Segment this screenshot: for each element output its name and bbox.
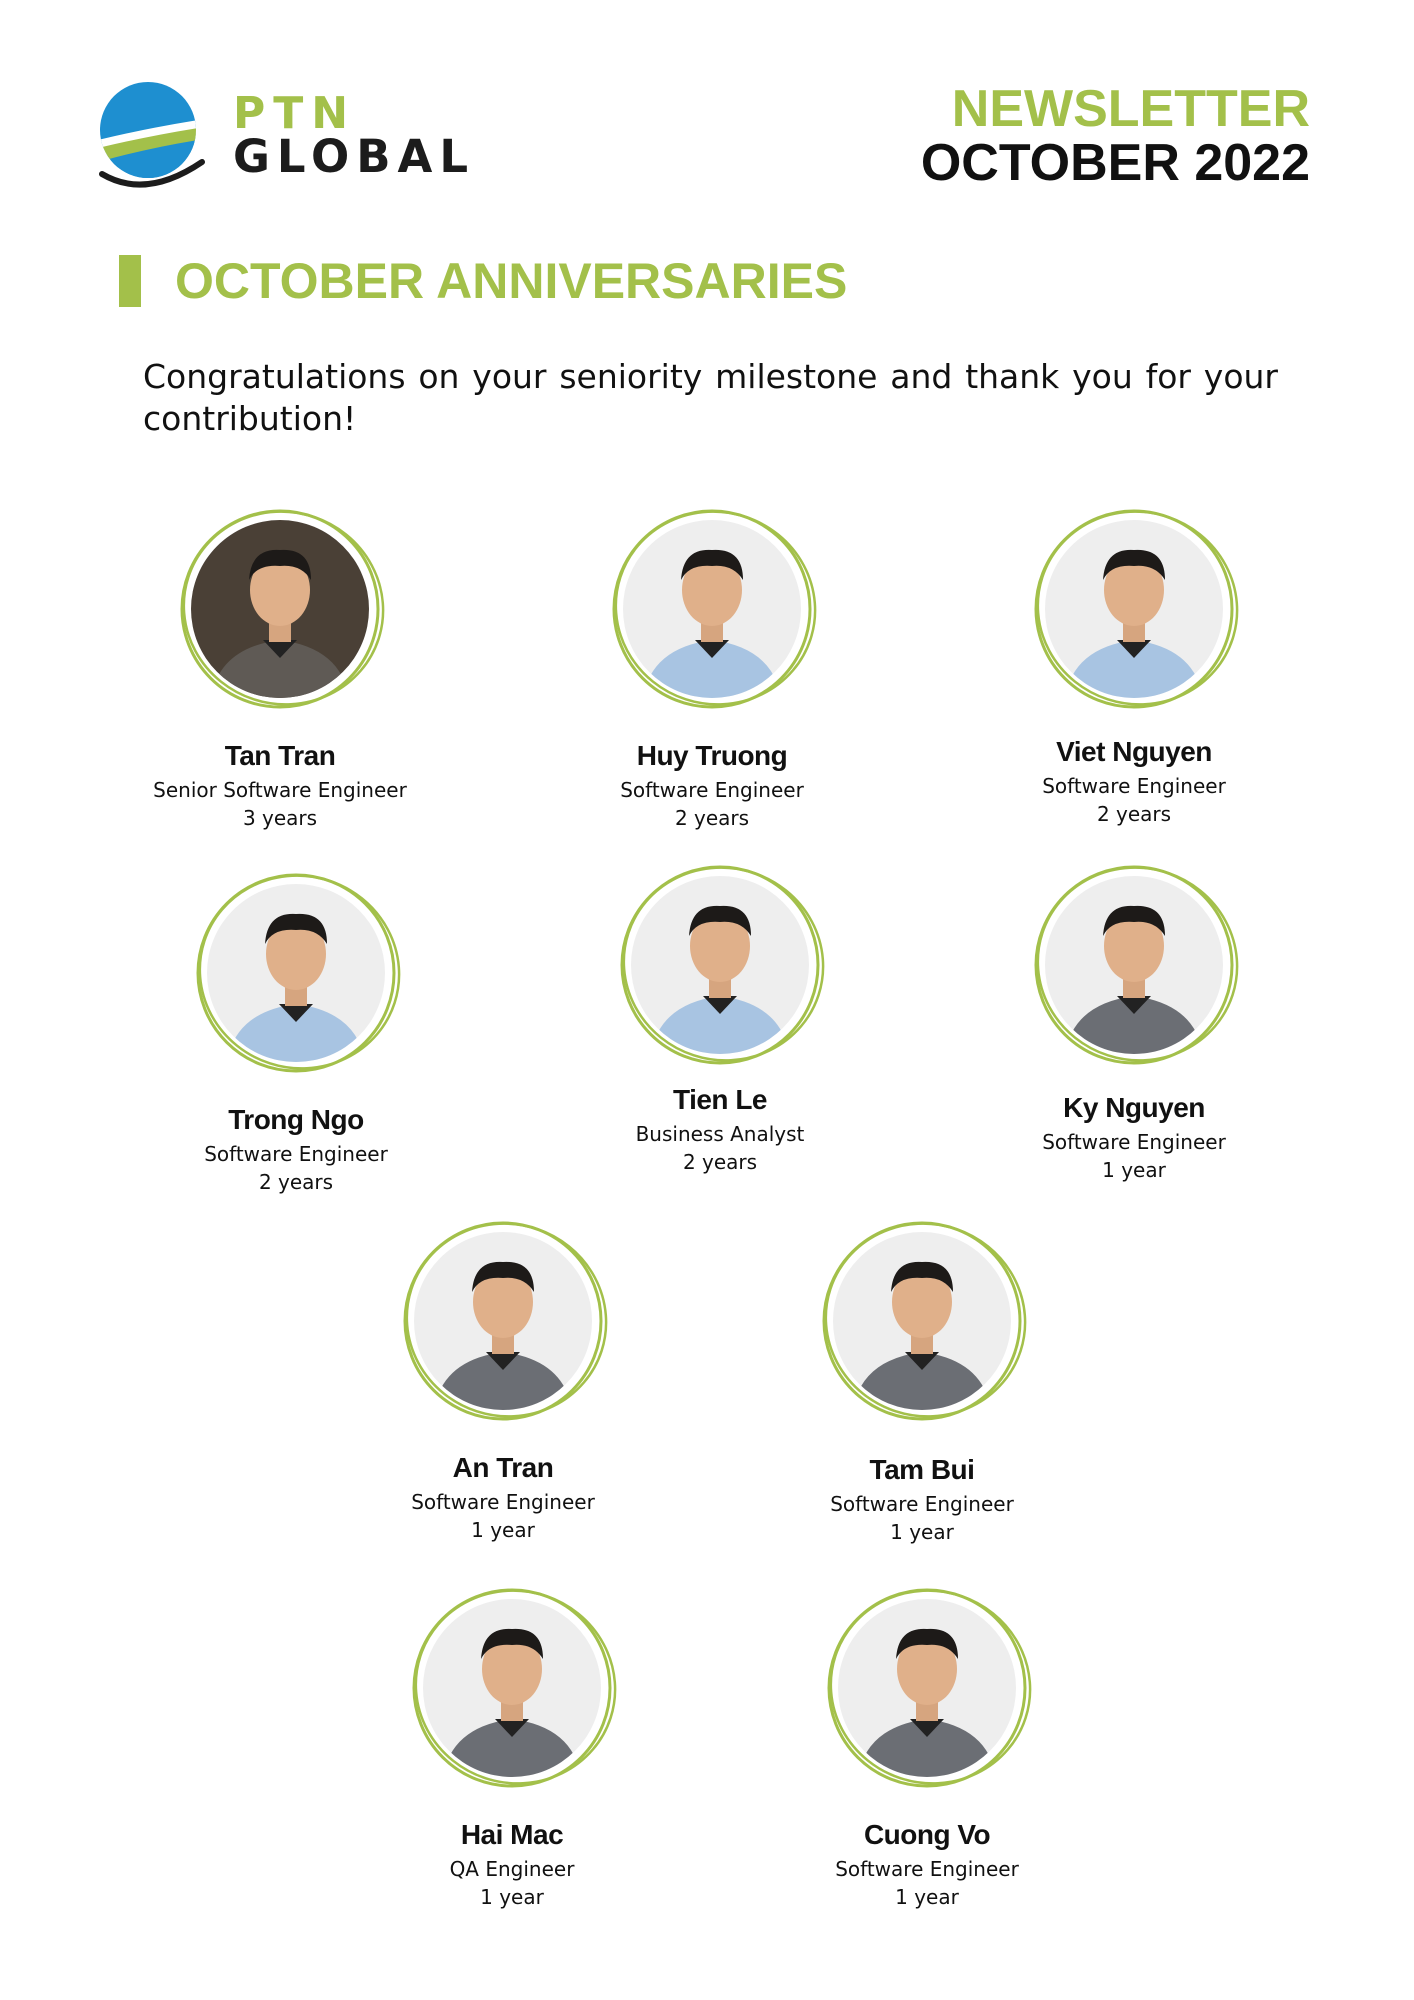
member-name: Trong Ngo [228,1104,364,1135]
member-photo [838,1599,1016,1777]
issue-date: OCTOBER 2022 [920,134,1310,192]
member-name: Ky Nguyen [1063,1092,1205,1123]
member-photo [207,884,385,1062]
member-card [984,860,1284,1182]
member-photo [631,876,809,1054]
logo-text-ptn: PTN [233,88,357,139]
member-photo-frame [817,1216,1027,1426]
member-photo [833,1232,1011,1410]
member-tenure: 2 years [674,806,750,830]
member-role: Senior Software Engineer [153,778,407,802]
member-name: Cuong Vo [863,1819,991,1850]
member-role: Business Analyst [635,1122,805,1146]
member-photo-frame [398,1216,608,1426]
member-role: Software Engineer [1042,1130,1226,1154]
member-name: Hai Mac [460,1819,564,1850]
company-logo [98,78,476,198]
member-photo [623,520,801,698]
member-photo [1045,876,1223,1054]
member-card [130,504,430,830]
member-tenure: 2 years [258,1170,334,1194]
member-photo-frame [191,868,401,1078]
member-card [362,1583,662,1909]
member-role: QA Engineer [449,1857,575,1881]
member-card [777,1583,1077,1909]
member-tenure: 1 year [890,1520,954,1544]
member-photo [1045,520,1223,698]
member-photo-frame [822,1583,1032,1793]
globe-logo-icon [98,78,208,198]
member-name: Tan Tran [224,740,336,771]
section-title: OCTOBER ANNIVERSARIES [175,253,848,309]
member-photo [191,520,369,698]
member-photo-frame [1029,860,1239,1070]
member-photo-frame [1029,504,1239,714]
member-role: Software Engineer [835,1857,1019,1881]
member-tenure: 1 year [471,1518,535,1542]
member-card [146,868,446,1194]
member-photo-frame [175,504,385,714]
member-tenure: 2 years [1096,802,1172,826]
member-name: An Tran [452,1452,554,1483]
logo-text-global: GLOBAL [233,130,476,183]
member-photo-frame [615,860,825,1070]
member-tenure: 1 year [1102,1158,1166,1182]
member-card [772,1216,1072,1544]
section-accent-bar [119,255,141,307]
member-card [570,860,870,1174]
member-photo-frame [407,1583,617,1793]
member-name: Tien Le [672,1084,767,1115]
member-role: Software Engineer [620,778,804,802]
member-tenure: 2 years [682,1150,758,1174]
member-role: Software Engineer [830,1492,1014,1516]
member-name: Huy Truong [636,740,788,771]
member-photo [423,1599,601,1777]
member-tenure: 3 years [242,806,318,830]
member-name: Viet Nguyen [1056,736,1212,767]
member-name: Tam Bui [869,1454,975,1485]
member-tenure: 1 year [480,1885,544,1909]
member-role: Software Engineer [1042,774,1226,798]
newsletter-heading [921,82,1310,190]
intro-text: Congratulations on your seniority milestone and thank you for your contribution! [143,357,1278,438]
member-card [984,504,1284,826]
member-card [562,504,862,830]
member-tenure: 1 year [895,1885,959,1909]
member-photo [414,1232,592,1410]
member-photo-frame [607,504,817,714]
member-card [353,1216,653,1542]
member-role: Software Engineer [411,1490,595,1514]
newsletter-label: NEWSLETTER [951,80,1310,138]
member-role: Software Engineer [204,1142,388,1166]
